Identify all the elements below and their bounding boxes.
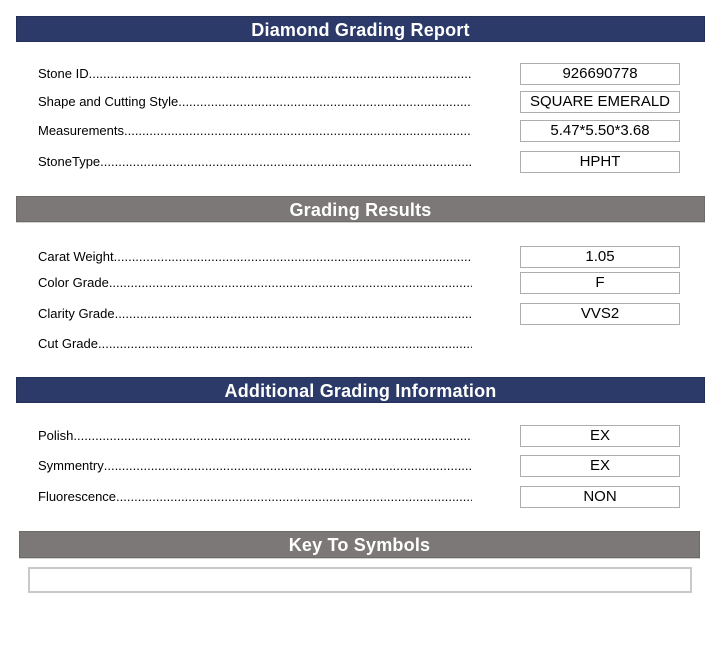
field-row-polish [38, 425, 680, 447]
report-title-bar [16, 16, 705, 42]
cut-grade-label: Cut Grade [38, 336, 98, 351]
dot-leader [73, 425, 472, 447]
clarity-grade-label: Clarity Grade [38, 306, 115, 321]
dot-leader [98, 333, 472, 355]
dot-leader [115, 303, 472, 325]
carat-weight-label: Carat Weight [38, 249, 114, 264]
field-row-fluorescence [38, 486, 680, 508]
cut-grade-leader [38, 333, 472, 355]
polish-leader [38, 425, 472, 447]
additional-info-title: Additional Grading Information [224, 381, 497, 401]
grading-results-bar [16, 196, 705, 222]
key-to-symbols-bar [19, 531, 700, 558]
stonetype-label: StoneType [38, 154, 101, 169]
stonetype-leader [38, 151, 472, 173]
report-title: Diamond Grading Report [251, 20, 470, 40]
additional-info-bar [16, 377, 705, 403]
symmentry-field[interactable]: EX [520, 455, 680, 477]
stonetype-field[interactable]: HPHT [520, 151, 680, 173]
field-row-shape [38, 91, 680, 113]
color-grade-leader [38, 272, 472, 294]
field-row-cut-grade [38, 333, 680, 355]
stone-id-label: Stone ID [38, 66, 89, 81]
fluorescence-label: Fluorescence [38, 489, 117, 504]
grading-results-title: Grading Results [289, 200, 432, 220]
field-row-symmentry [38, 455, 680, 477]
dot-leader [178, 91, 472, 113]
symmentry-label: Symmentry [38, 458, 104, 473]
carat-weight-field[interactable]: 1.05 [520, 246, 680, 268]
dot-leader [124, 120, 472, 142]
clarity-grade-field[interactable]: VVS2 [520, 303, 680, 325]
color-grade-field[interactable]: F [520, 272, 680, 294]
stone-id-field[interactable]: 926690778 [520, 63, 680, 85]
fluorescence-field[interactable]: NON [520, 486, 680, 508]
dot-leader [114, 246, 472, 268]
stone-id-leader [38, 63, 472, 85]
field-row-stone-id [38, 63, 680, 85]
polish-label: Polish [38, 428, 74, 443]
measurements-leader [38, 120, 472, 142]
color-grade-label: Color Grade [38, 275, 109, 290]
measurements-label: Measurements [38, 123, 124, 138]
dot-leader [109, 272, 472, 294]
symmentry-leader [38, 455, 472, 477]
dot-leader [104, 455, 472, 477]
field-row-carat-weight [38, 246, 680, 268]
fluorescence-leader [38, 486, 472, 508]
dot-leader [116, 486, 472, 508]
dot-leader [89, 63, 472, 85]
field-row-measurements [38, 120, 680, 142]
key-to-symbols-title: Key To Symbols [288, 535, 431, 555]
shape-field[interactable]: SQUARE EMERALD [520, 91, 680, 113]
field-row-clarity-grade [38, 303, 680, 325]
polish-field[interactable]: EX [520, 425, 680, 447]
shape-label: Shape and Cutting Style [38, 94, 179, 109]
field-row-stonetype [38, 151, 680, 173]
carat-weight-leader [38, 246, 472, 268]
key-to-symbols-box[interactable] [28, 567, 692, 593]
dot-leader [100, 151, 472, 173]
measurements-field[interactable]: 5.47*5.50*3.68 [520, 120, 680, 142]
field-row-color-grade [38, 272, 680, 294]
clarity-grade-leader [38, 303, 472, 325]
shape-leader [38, 91, 472, 113]
